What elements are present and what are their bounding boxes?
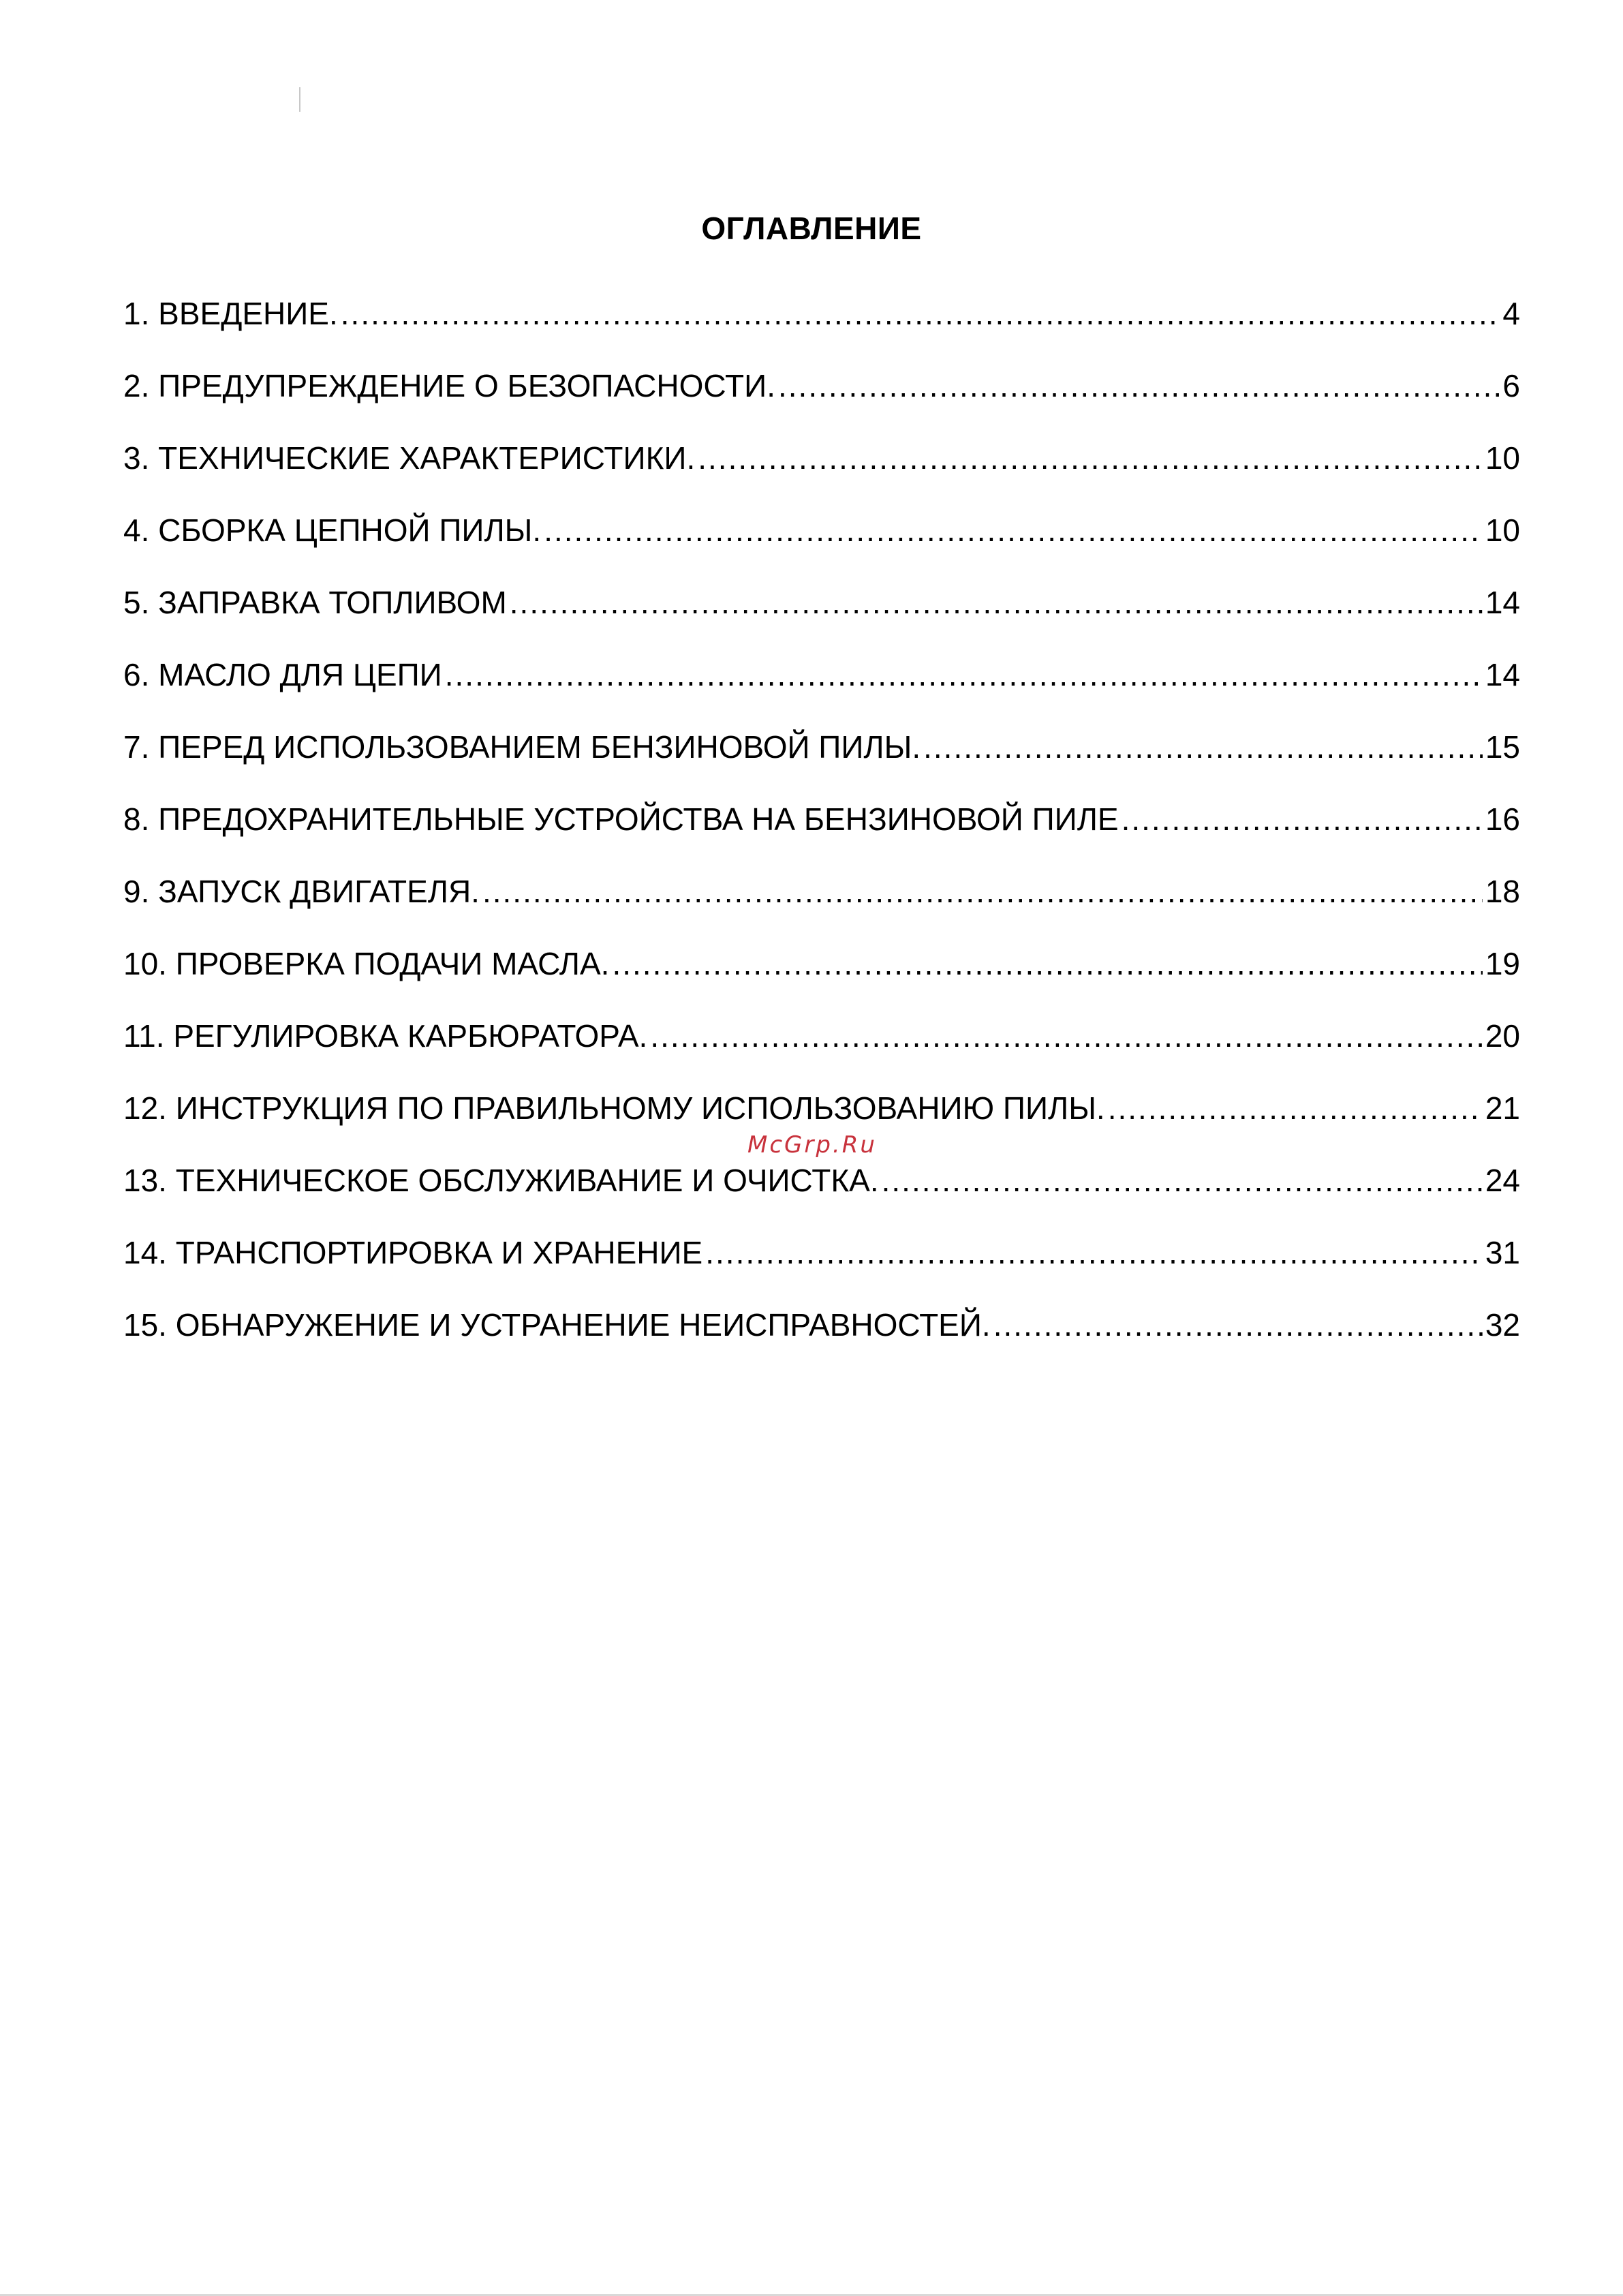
toc-entry-page: 15 [1485, 729, 1520, 765]
toc-entry-page: 14 [1485, 585, 1520, 620]
toc-entry[interactable] [123, 726, 1520, 799]
toc-dot-leader [650, 1015, 1483, 1056]
toc-entry-title: 10. ПРОВЕРКА ПОДАЧИ МАСЛА. [123, 946, 610, 981]
toc-entry-page: 32 [1485, 1307, 1520, 1343]
toc-entry-page: 4 [1502, 296, 1520, 331]
toc-entry[interactable] [123, 943, 1520, 1015]
toc-dot-leader [544, 510, 1483, 551]
toc-entry[interactable] [123, 1160, 1520, 1232]
toc-entry[interactable] [123, 1015, 1520, 1088]
toc-dot-leader [482, 871, 1483, 912]
toc-dot-leader [993, 1304, 1483, 1345]
toc-entry-page: 6 [1502, 368, 1520, 403]
table-of-contents [123, 293, 1520, 1377]
toc-entry-page: 14 [1485, 657, 1520, 692]
toc-entry-page: 18 [1485, 874, 1520, 909]
toc-entry-page: 20 [1485, 1018, 1520, 1054]
toc-dot-leader [510, 582, 1483, 623]
toc-entry[interactable] [123, 293, 1520, 365]
toc-entry-title: 12. ИНСТРУКЦИЯ ПО ПРАВИЛЬНОМУ ИСПОЛЬЗОВАНИЮ ПИЛЫ. [123, 1090, 1105, 1126]
toc-entry-title: 14. ТРАНСПОРТИРОВКА И ХРАНЕНИЕ [123, 1235, 703, 1270]
toc-dot-leader [1108, 1088, 1483, 1129]
toc-entry[interactable] [123, 1232, 1520, 1304]
toc-entry-title: 9. ЗАПУСК ДВИГАТЕЛЯ. [123, 874, 480, 909]
toc-entry-title: 3. ТЕХНИЧЕСКИЕ ХАРАКТЕРИСТИКИ. [123, 440, 696, 476]
toc-entry[interactable] [123, 438, 1520, 510]
toc-entry[interactable] [123, 654, 1520, 726]
toc-dot-leader [698, 438, 1483, 478]
page-title: ОГЛАВЛЕНИЕ [701, 211, 922, 246]
text-cursor-mark [299, 87, 300, 112]
toc-entry[interactable] [123, 582, 1520, 654]
toc-entry-page: 21 [1485, 1090, 1520, 1126]
toc-dot-leader [882, 1160, 1483, 1201]
toc-entry-title: 2. ПРЕДУПРЕЖДЕНИЕ О БЕЗОПАСНОСТИ. [123, 368, 775, 403]
toc-entry-title: 7. ПЕРЕД ИСПОЛЬЗОВАНИЕМ БЕНЗИНОВОЙ ПИЛЫ. [123, 729, 921, 765]
toc-entry-page: 24 [1485, 1163, 1520, 1198]
toc-entry-title: 13. ТЕХНИЧЕСКОЕ ОБСЛУЖИВАНИЕ И ОЧИСТКА. [123, 1163, 879, 1198]
toc-dot-leader [612, 943, 1482, 984]
toc-dot-leader [705, 1232, 1483, 1273]
toc-entry-page: 31 [1485, 1235, 1520, 1270]
toc-entry-page: 19 [1485, 946, 1520, 981]
toc-dot-leader [778, 365, 1500, 406]
toc-entry[interactable] [123, 799, 1520, 871]
toc-entry-title: 4. СБОРКА ЦЕПНОЙ ПИЛЫ. [123, 512, 542, 548]
toc-entry[interactable] [123, 510, 1520, 582]
toc-dot-leader [923, 726, 1483, 767]
toc-entry-page: 10 [1485, 512, 1520, 548]
toc-entry-title: 5. ЗАПРАВКА ТОПЛИВОМ [123, 585, 507, 620]
toc-entry-page: 16 [1485, 801, 1520, 837]
toc-entry-page: 10 [1485, 440, 1520, 476]
toc-entry[interactable] [123, 1304, 1520, 1377]
toc-dot-leader [445, 654, 1483, 695]
toc-entry-title: 8. ПРЕДОХРАНИТЕЛЬНЫЕ УСТРОЙСТВА НА БЕНЗИНОВОЙ ПИЛЕ [123, 801, 1119, 837]
toc-entry-title: 1. ВВЕДЕНИЕ. [123, 296, 338, 331]
toc-entry-title: 6. МАСЛО ДЛЯ ЦЕПИ [123, 657, 442, 692]
toc-dot-leader [1122, 799, 1483, 840]
toc-dot-leader [341, 293, 1500, 334]
toc-entry[interactable] [123, 871, 1520, 943]
toc-entry[interactable] [123, 365, 1520, 438]
watermark: McGrp.Ru [747, 1131, 877, 1159]
toc-entry-title: 15. ОБНАРУЖЕНИЕ И УСТРАНЕНИЕ НЕИСПРАВНОСТЕЙ. [123, 1307, 991, 1343]
toc-entry-title: 11. РЕГУЛИРОВКА КАРБЮРАТОРА. [123, 1018, 648, 1054]
